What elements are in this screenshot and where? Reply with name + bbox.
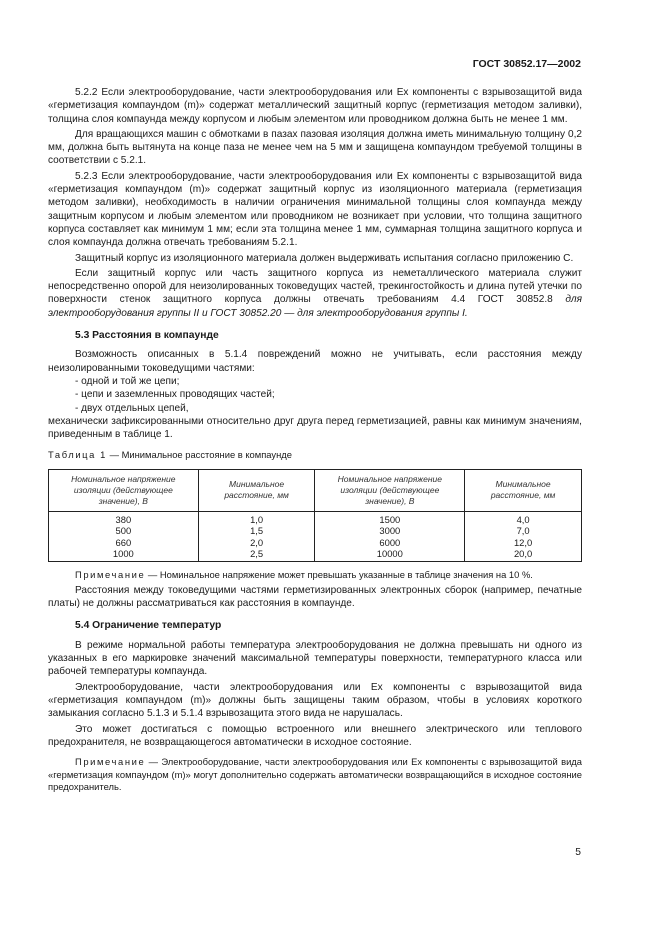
clause-5-4-a: В режиме нормальной работы температура электрооборудования не должна превышать ни одного из указанных в его маркировке значений максимальной температуры поверхности, температурного класса или рабочей температуры компаунда. bbox=[48, 639, 582, 678]
table-cell: 7,0 bbox=[465, 525, 582, 536]
table-header-cell: Минимальное расстояние, мм bbox=[465, 469, 582, 511]
clause-5-4-c: Это может достигаться с помощью встроенного или внешнего электрического или теплового предохранителя, не возвращающегося автоматически в исходное состояние. bbox=[48, 723, 582, 748]
section-note bbox=[48, 756, 582, 794]
document-id: ГОСТ 30852.17—2002 bbox=[472, 58, 581, 70]
clause-5-3-tail: механически зафиксированными относительно друг друга перед герметизацией, равны как минимум значениям, приведенным в таблице 1. bbox=[48, 415, 582, 441]
table-cell: 1000 bbox=[49, 548, 199, 562]
table-header-cell: Минимальное расстояние, мм bbox=[198, 469, 315, 511]
nonmetallic-text: Если защитный корпус или часть защитного корпуса из неметаллического материала служит непосредственно опорой для неизолированных токоведущих частей, трекингостойкость и длина путей утечки по поверхности стенок защитного корпуса должны отвечать требованиям 4.4 ГОСТ 30852.8 bbox=[48, 267, 582, 306]
table-cell: 2,5 bbox=[198, 548, 315, 562]
table-cell: 2,0 bbox=[198, 537, 315, 548]
table-cell: 1500 bbox=[315, 511, 465, 525]
note-label: Примечание bbox=[75, 569, 146, 581]
clause-5-4-b: Электрооборудование, части электрооборудования или Ex компоненты с взрывозащитой вида «герметизация компаундом (m)» должны быть защищены таким образом, чтобы в условиях короткого замыкания согласно 5.1.3 и 5.1.4 взрывозащита этого вида не нарушалась. bbox=[48, 681, 582, 720]
table-row bbox=[49, 511, 582, 525]
table-note bbox=[48, 569, 582, 582]
min-distance-table bbox=[48, 469, 582, 563]
table-caption-label: Таблица 1 bbox=[48, 449, 107, 461]
table-row bbox=[49, 537, 582, 548]
electronic-assemblies-paragraph: Расстояния между токоведущими частями герметизированных электронных сборок (например, печатные платы) не должны рассматриваться как расстояния в компаунде. bbox=[48, 584, 582, 610]
rotating-machines-paragraph: Для вращающихся машин с обмотками в пазах пазовая изоляция должна иметь минимальную толщину 0,2 мм, должна быть вытянута на конце паза не менее чем на 5 мм и защищена компаундом требуемой толщины в соответствии с 5.2.1. bbox=[48, 128, 582, 167]
table-cell: 10000 bbox=[315, 548, 465, 562]
table-row bbox=[49, 525, 582, 536]
note-label: Примечание bbox=[75, 756, 146, 768]
table-caption-text: — Минимальное расстояние в компаунде bbox=[106, 449, 292, 461]
nonmetallic-italic-text: для электрооборудования группы II и ГОСТ 30852.20 — для электрооборудования группы I. bbox=[48, 294, 582, 319]
section-heading-5-3: 5.3 Расстояния в компаунде bbox=[75, 330, 219, 342]
clause-5-2-2: 5.2.2 Если электрооборудование, части электрооборудования или Ex компоненты с взрывозащитой вида «герметизация компаундом (m)» содержат металлический защитный корпус (герметизация методом заливки), толщина слоя компаунда между корпусом и любым элементом или проводником должна быть не менее 1 мм. bbox=[48, 87, 582, 125]
table-cell: 660 bbox=[49, 537, 199, 548]
clause-5-3-intro: Возможность описанных в 5.1.4 повреждений можно не учитывать, если расстояния между неизолированными токоведущими частями: bbox=[48, 349, 582, 374]
table-cell: 1,5 bbox=[198, 525, 315, 536]
table-header-cell: Номинальное напряжение изоляции (действующее значение), В bbox=[49, 469, 199, 511]
table-header-cell: Номинальное напряжение изоляции (действующее значение), В bbox=[315, 469, 465, 511]
table-cell: 3000 bbox=[315, 525, 465, 536]
table-caption bbox=[48, 448, 582, 461]
table-row bbox=[49, 548, 582, 562]
section-heading-5-4: 5.4 Ограничение температур bbox=[75, 620, 222, 632]
list-item: - двух отдельных цепей, bbox=[75, 402, 189, 414]
table-cell: 380 bbox=[49, 511, 199, 525]
clause-5-2-3: 5.2.3 Если электрооборудование, части электрооборудования или Ex компоненты с взрывозащитой вида «герметизация компаундом (m)» содержат защитный корпус из изоляционного материала (герметизация методом заливки), необходимость в наличии ограничения минимальной толщины слоя компаунда между защитным корпусом и любым элементом или проводником не возникает при условии, что толщина защитного корпуса составляет как минимум 1 мм; если эта толщина менее 1 мм, суммарная толщина защитного корпуса и слоя компаунда должна отвечать требованиям 5.2.1. bbox=[48, 170, 582, 249]
table-header-row bbox=[49, 469, 582, 511]
table-cell: 20,0 bbox=[465, 548, 582, 562]
page-body bbox=[48, 86, 582, 794]
list-item: - цепи и заземленных проводящих частей; bbox=[75, 389, 275, 401]
page-number: 5 bbox=[575, 847, 581, 858]
note-text: — Номинальное напряжение может превышать указанные в таблице значения на 10 %. bbox=[145, 569, 533, 581]
nonmetallic-enclosure-paragraph bbox=[48, 267, 582, 320]
annex-c-paragraph: Защитный корпус из изоляционного материала должен выдерживать испытания согласно приложению С. bbox=[75, 252, 574, 264]
table-cell: 1,0 bbox=[198, 511, 315, 525]
table-cell: 4,0 bbox=[465, 511, 582, 525]
list-item: - одной и той же цепи; bbox=[75, 375, 180, 387]
note-text: — Электрооборудование, части электрооборудования или Ex компоненты с взрывозащитой вида «герметизация компаундом (m)» могут дополнительно содержать автоматически возвращающийся в исходное состояние предохранитель. bbox=[48, 756, 582, 793]
table-cell: 12,0 bbox=[465, 537, 582, 548]
table-cell: 500 bbox=[49, 525, 199, 536]
table-cell: 6000 bbox=[315, 537, 465, 548]
